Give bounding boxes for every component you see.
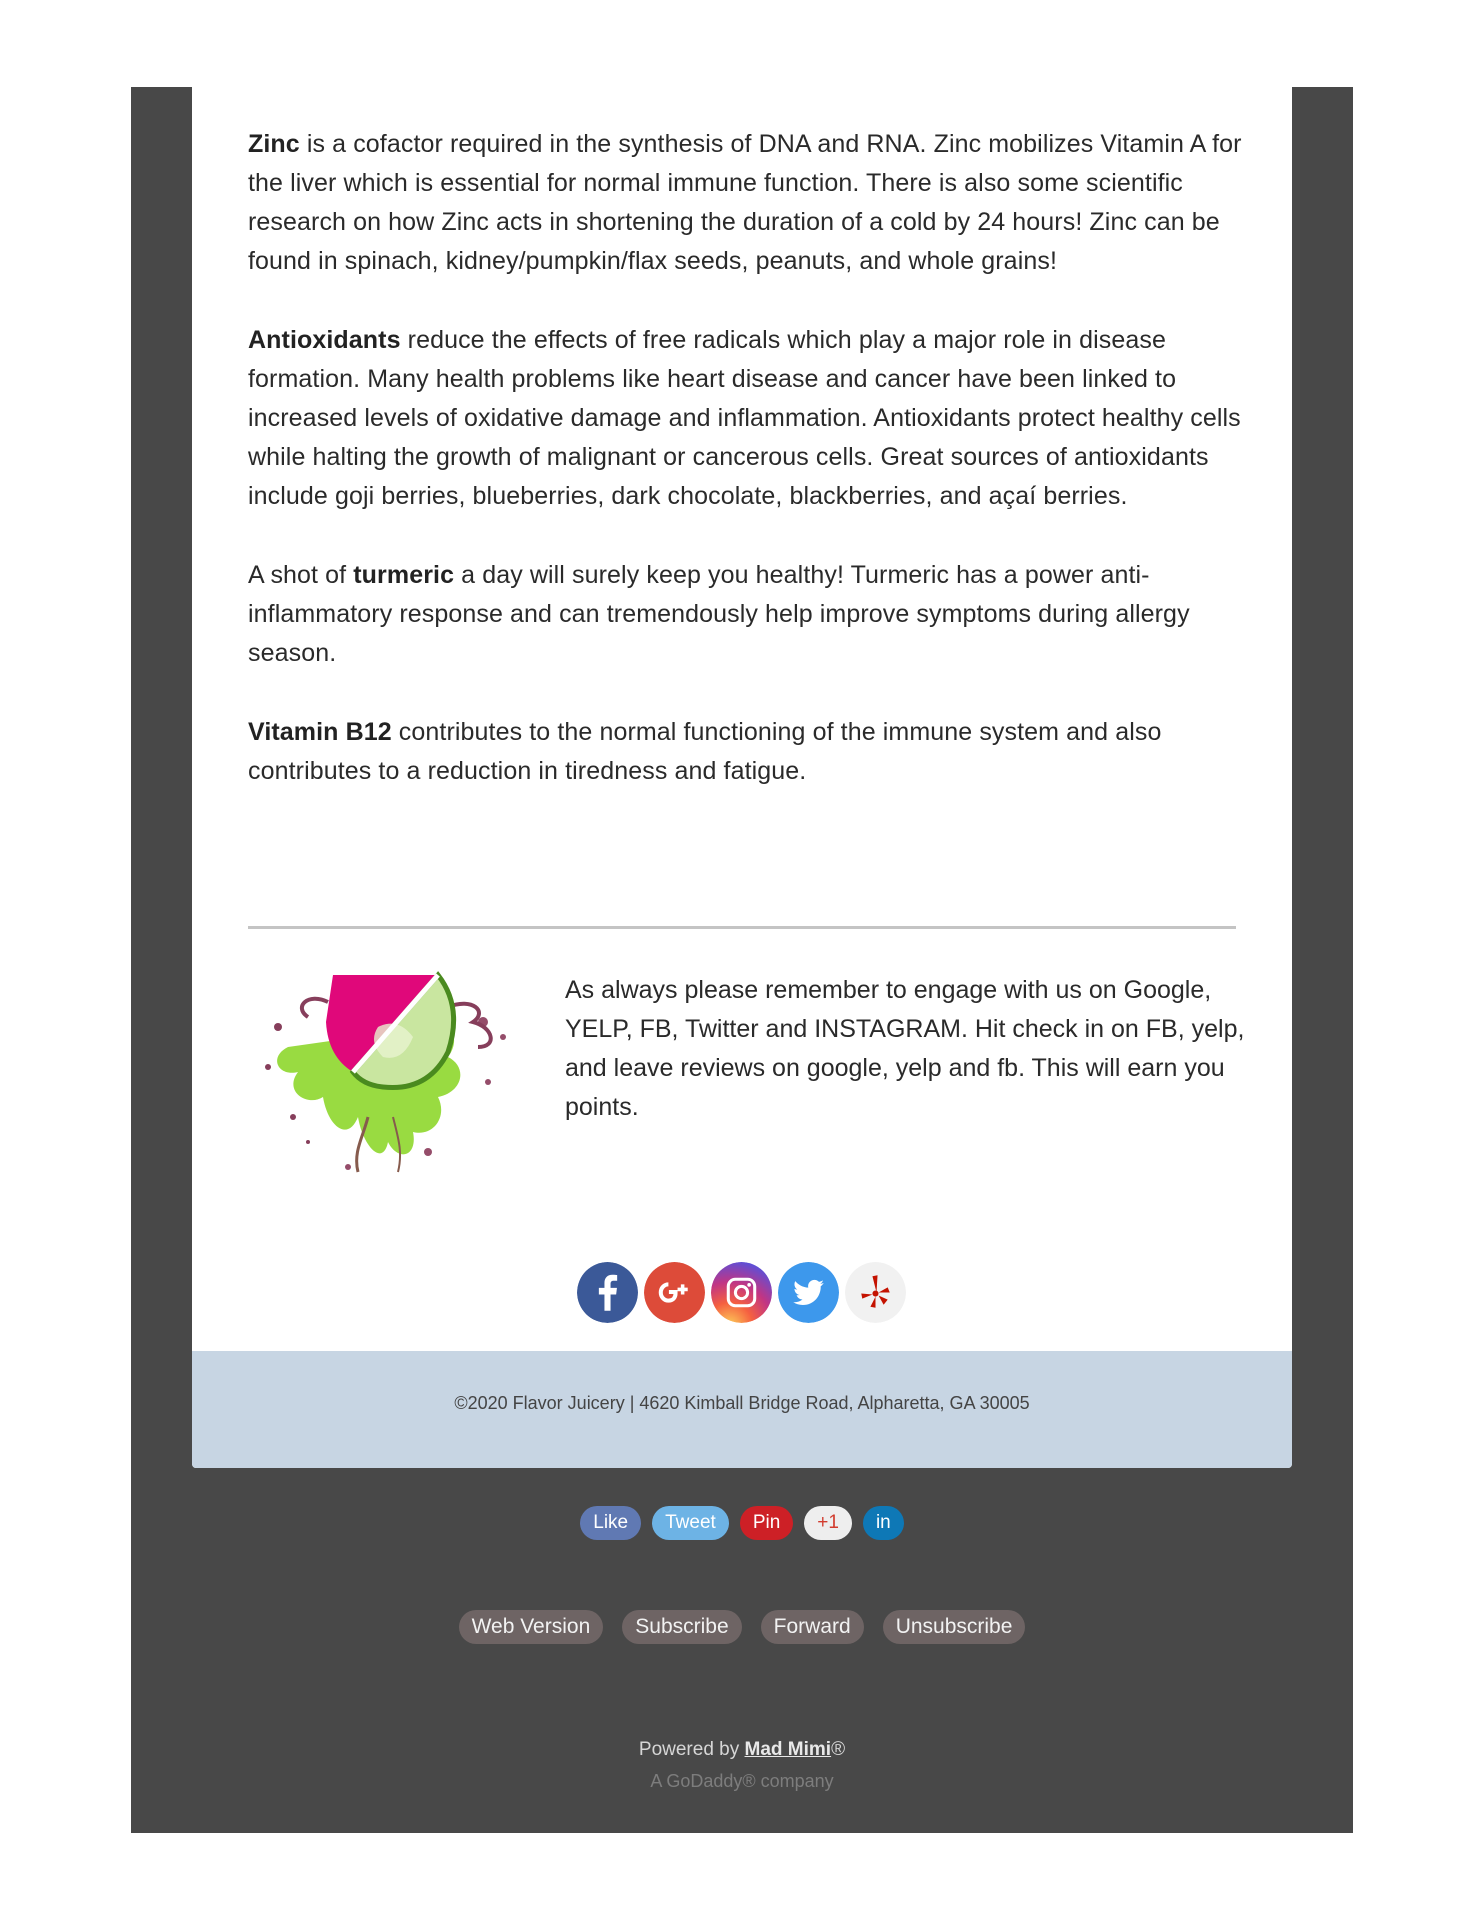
facebook-like-button[interactable]: Like	[580, 1506, 641, 1540]
turmeric-heading: turmeric	[353, 561, 455, 589]
b12-text: contributes to the normal functioning of the immune system and also contributes to a reduction in tiredness and fatigue.	[248, 718, 1162, 785]
antioxidants-paragraph	[248, 321, 1242, 516]
zinc-heading: Zinc	[248, 130, 300, 158]
email-card	[192, 87, 1292, 1468]
plus-one-button[interactable]: +1	[804, 1506, 852, 1540]
unsubscribe-link[interactable]: Unsubscribe	[883, 1610, 1026, 1644]
footer-address: ©2020 Flavor Juicery | 4620 Kimball Bridge Road, Alpharetta, GA 30005	[454, 1393, 1030, 1413]
article-body	[248, 125, 1242, 831]
mad-mimi-link[interactable]: Mad Mimi	[744, 1739, 832, 1760]
b12-paragraph	[248, 713, 1242, 791]
registered-mark: ®	[831, 1739, 846, 1760]
yelp-icon[interactable]	[845, 1262, 906, 1323]
zinc-paragraph	[248, 125, 1242, 281]
web-version-link[interactable]: Web Version	[459, 1610, 604, 1644]
social-icons-row	[577, 1262, 906, 1324]
subscribe-link[interactable]: Subscribe	[622, 1610, 741, 1644]
powered-by	[0, 1739, 1484, 1761]
b12-heading: Vitamin B12	[248, 718, 392, 746]
linkedin-button[interactable]: in	[863, 1506, 904, 1540]
share-buttons-row	[0, 1506, 1484, 1540]
forward-link[interactable]: Forward	[761, 1610, 864, 1644]
godaddy-company-note: A GoDaddy® company	[650, 1771, 834, 1791]
engagement-message: As always please remember to engage with us on Google, YELP, FB, Twitter and INSTAGRAM. Hit check in on FB, yelp, and leave reviews on google, yelp and fb. This will earn you points.	[565, 976, 1245, 1121]
turmeric-prefix: A shot of	[248, 561, 354, 589]
google-plus-icon[interactable]	[644, 1262, 705, 1323]
zinc-text: is a cofactor required in the synthesis of DNA and RNA. Zinc mobilizes Vitamin A for the liver which is essential for normal immune function. There is also some scientific research on how Zinc acts in shortening the duration of a cold by 24 hours! Zinc can be found in spinach, kidney/pumpkin/flax seeds, peanuts, and whole grains!	[248, 130, 1242, 275]
juice-splash-image	[248, 967, 528, 1177]
email-nav-links	[0, 1610, 1484, 1644]
tweet-button[interactable]: Tweet	[652, 1506, 729, 1540]
facebook-icon[interactable]	[577, 1262, 638, 1323]
turmeric-text: a day will surely keep you healthy! Turmeric has a power anti-inflammatory response and can tremendously help improve symptoms during allergy season.	[248, 561, 1190, 667]
antioxidants-text: reduce the effects of free radicals which play a major role in disease formation. Many health problems like heart disease and cancer have been linked to increased levels of oxidative damage and inflammation. Antioxidants protect healthy cells while halting the growth of malignant or cancerous cells. Great sources of antioxidants include goji berries, blueberries, dark chocolate, blackberries, and açaí berries.	[248, 326, 1241, 510]
antioxidants-heading: Antioxidants	[248, 326, 401, 354]
powered-by-prefix: Powered by	[638, 1739, 745, 1760]
twitter-icon[interactable]	[778, 1262, 839, 1323]
section-divider	[248, 926, 1236, 929]
footer-bar	[192, 1351, 1292, 1468]
pin-button[interactable]: Pin	[740, 1506, 793, 1540]
turmeric-paragraph	[248, 556, 1242, 673]
instagram-icon[interactable]	[711, 1262, 772, 1323]
